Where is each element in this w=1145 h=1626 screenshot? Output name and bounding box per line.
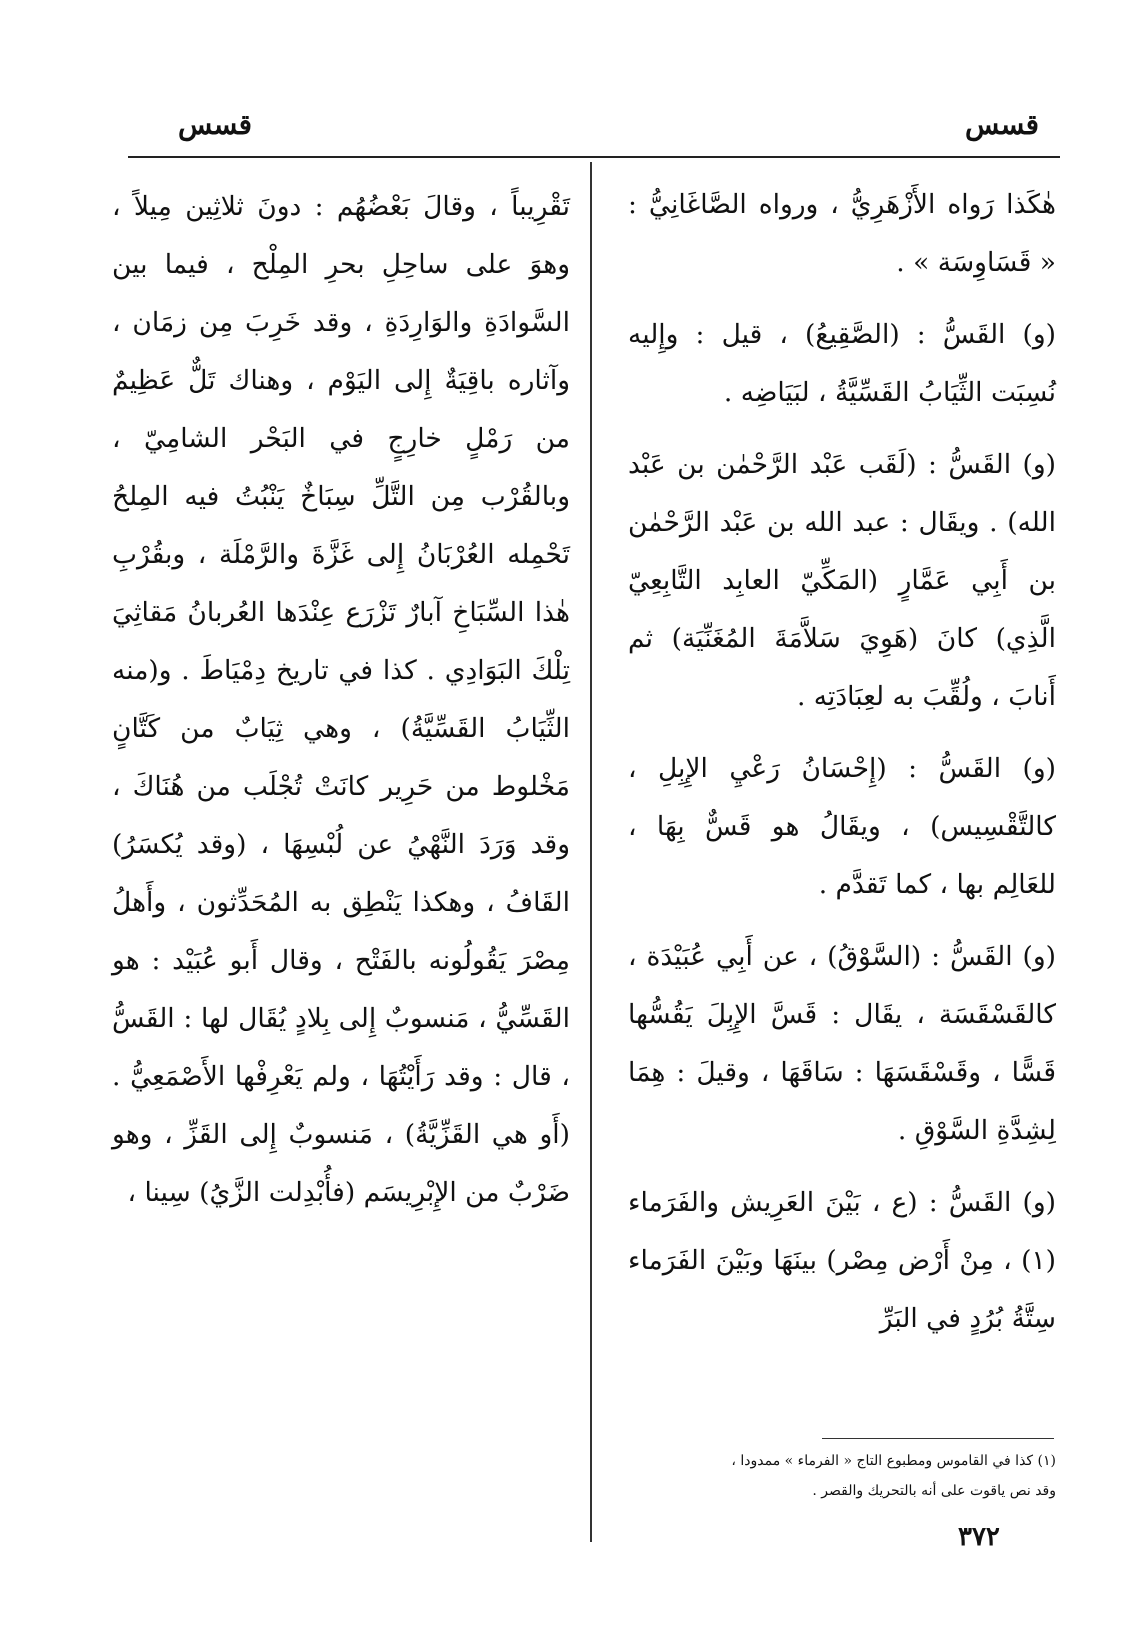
paragraph: (و) القَسُّ : (الصَّقِيعُ) ، قيل : وإِليه نُسِبَت الثِّيَابُ القَسِّيَّةُ ، لبَيَاضِه .: [628, 319, 1056, 408]
paragraph: (و) القَسُّ : (ع ، بَيْنَ العَرِيش والفَرَماء (١) ، مِنْ أَرْض مِصْر) بينَهَا وبَيْنَ الفَرَماء سِتَّةُ بُرُدٍ في البَرِّ: [628, 1187, 1056, 1334]
paragraph: (و) القَسُّ : (إِحْسَانُ رَعْيِ الإِبِلِ ، كالتَّقْسِيس) ، ويقَالُ هو قَسٌّ بِهَا ، للعَالِم بها ، كما تَقدَّم .: [628, 753, 1056, 900]
right-column: [628, 176, 1056, 1354]
page-number: ٣٧٢: [958, 1522, 1000, 1552]
paragraph: (و) القَسُّ : (السَّوْقُ) ، عن أَبِي عُبَيْدَة ، كالقَسْقَسَة ، يقَال : قَسَّ الإِبِلَ يَقُسُّها قَسًّا ، وقَسْقَسَهَا : سَاقَهَا ، وقيلَ : هِمَا لِشِدَّةِ السَّوْقِ .: [628, 941, 1056, 1146]
paragraph: هٰكَذا رَواه الأَزْهَرِيُّ ، ورواه الصَّاغَانِيُّ : « قَسَاوِسَة » .: [628, 189, 1056, 278]
paragraph: تَقْرِيباً ، وقالَ بَعْضُهُم : دونَ ثلاثِين مِيلاً ، وهوَ على ساحِلِ بحرِ المِلْح ، فيما بين السَّوادَةِ والوَارِدَةِ ، وقد خَرِبَ مِن زمَان ، وآثاره باقِيَةٌ إِلى اليَوْم ، وهناك تَلٌّ عَظِيمٌ من رَمْلٍ خارِجٍ في البَحْر الشامِيّ ، وبالقُرْب مِن التَّلِّ سِبَاخٌ يَنْبُتُ فيه المِلحُ تَحْمِله العُرْبَانُ إِلى غَزَّةَ والرَّمْلَة ، وبقُرْبِ هٰذا السِّبَاخِ آبارٌ تَزْرَع عِنْدَها العُربانُ مَقاثِيَ تِلْكَ البَوَادِي . كذا في تاريخ دِمْيَاطَ . و(منه الثِّيَابُ القَسِّيَّةُ) ، وهي ثِيَابٌ من كَتَّانٍ مَخْلوط من حَرِير كانَتْ تُجْلَب من هُنَاكَ ، وقد وَرَدَ النَّهْيُ عن لُبْسِهَا ، (وقد يُكسَرُ) القَافُ ، وهكذا يَنْطِق به المُحَدِّثون ، وأَهلُ مِصْرَ يَقُولُونه بالفَتْح ، وقال أَبو عُبَيْد : هو القَسِّيُّ ، مَنسوبٌ إِلى بِلادٍ يُقَال لها : القَسُّ ، قال : وقد رَأَيْتُهَا ، ولم يَعْرِفْها الأَصْمَعِيُّ . (أَو هي القَزِّيَّةُ) ، مَنسوبٌ إِلى القَزِّ ، وهو ضَرْبٌ من الإِبْرِيسَم (فأُبْدِلت الزَّيُ) سِينا ،: [112, 191, 570, 1208]
footnote-line: وقد نص ياقوت على أنه بالتحريك والقصر .: [812, 1483, 1056, 1499]
footnote: [628, 1446, 1056, 1506]
running-head-right: قسس: [965, 108, 1040, 141]
paragraph: (و) القَسُّ : (لَقَب عَبْد الرَّحْمٰن بن عَبْد الله) . ويقَال : عبد الله بن عَبْد الرَّحْمٰن بن أَبِي عَمَّارٍ (المَكِّيّ العابِد التَّابِعِيّ الَّذِي) كانَ (هَوِيَ سَلاَّمَةَ المُغَنِّيَة) ثم أَنابَ ، ولُقِّبَ به لعِبَادَتِه .: [628, 449, 1056, 712]
running-head-left: قسس: [178, 108, 253, 141]
footnote-rule: [822, 1438, 1054, 1439]
footnote-line: (١) كذا في القاموس ومطبوع التاج « الفرماء » ممدودا ،: [731, 1453, 1056, 1469]
column-divider: [590, 162, 592, 1542]
left-column: [112, 178, 570, 1228]
header-rule: [128, 156, 1060, 158]
